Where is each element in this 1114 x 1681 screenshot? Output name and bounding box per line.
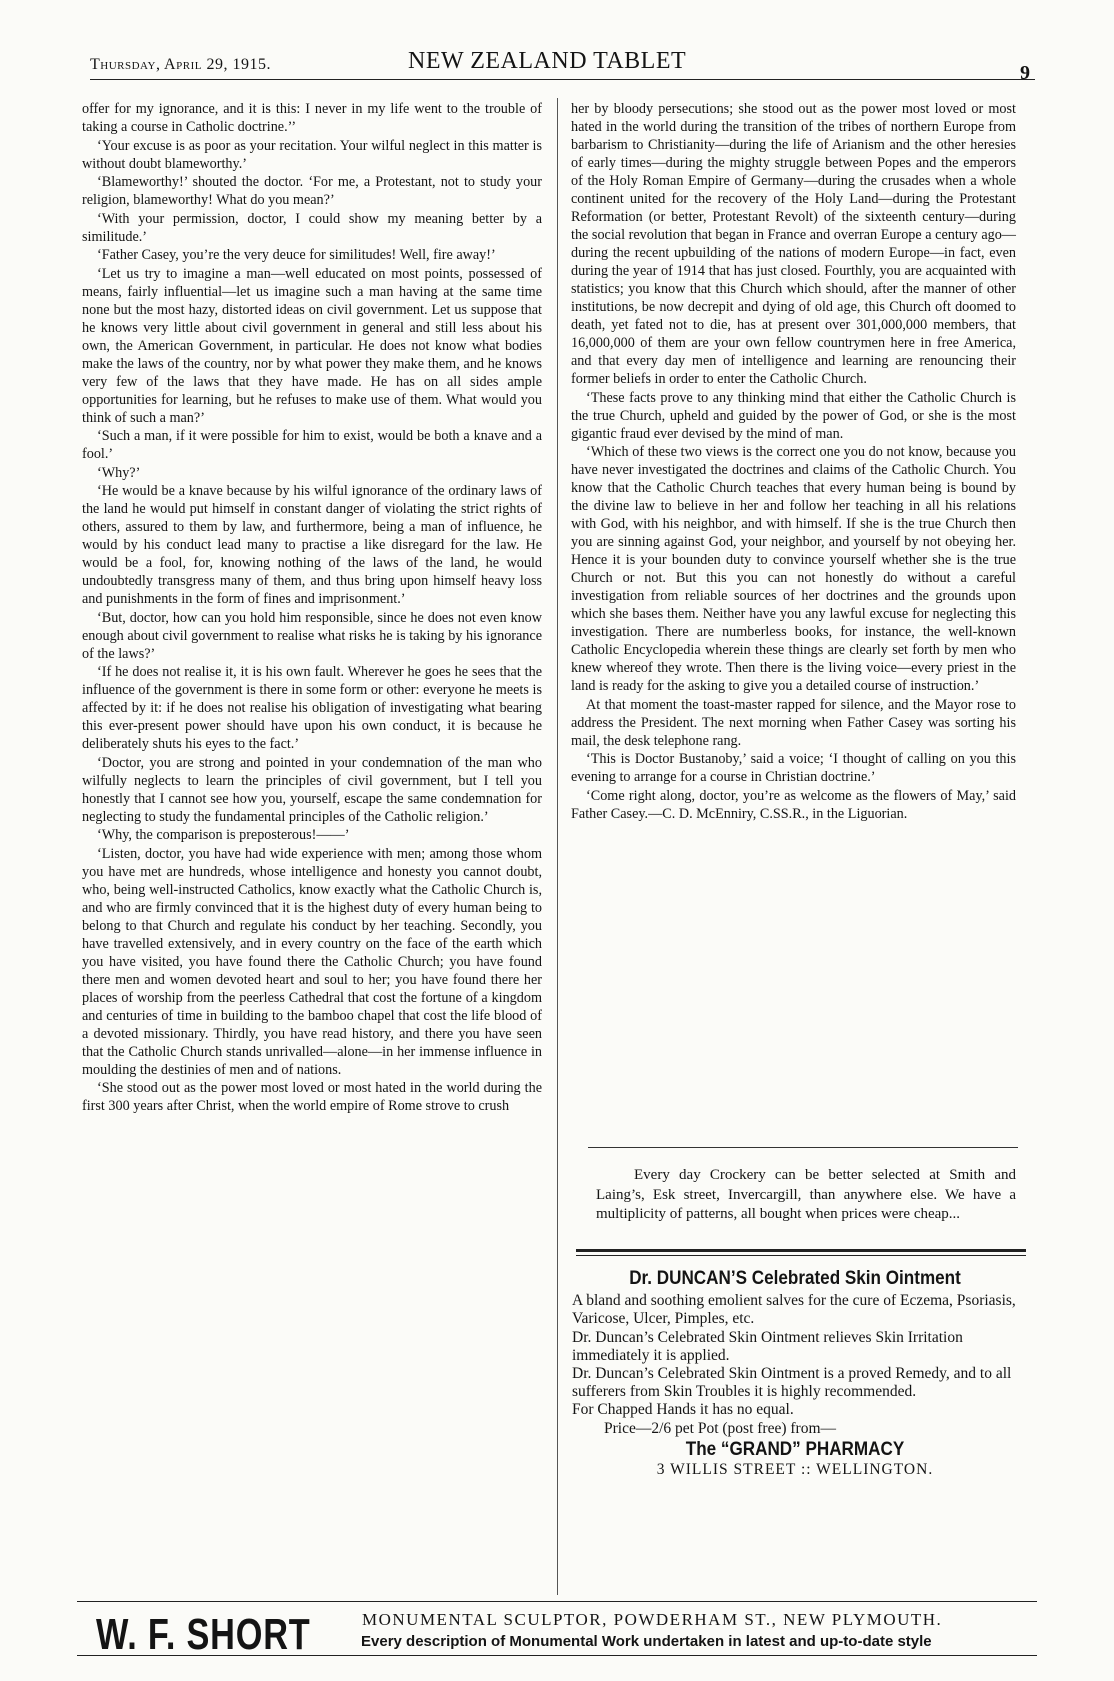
notice-text: Every day Crockery can be better selected at Smith and Laing’s, Esk street, Invercargill, than anywhere else. We have a multiplicity of patterns, all bought when prices were cheap... (596, 1167, 1016, 1222)
paragraph: ‘He would be a knave because by his wilful ignorance of the ordinary laws of the land he would put himself in constant danger of violating the strict rights of others, assured to them by law, and furthermore, being a man of influence, he would by his conduct lead many to practise a like disregard for the law. He would be a fool, for, knowing nothing of the laws of the land, he would undoubtedly transgress many of them, and thus bring upon himself heavy loss and punishments in the form of fines and imprisonment.’ (82, 483, 542, 607)
crockery-notice (596, 1166, 1016, 1225)
ad-line: Dr. Duncan’s Celebrated Skin Ointment relieves Skin Irritation immediately it is applied. (572, 1328, 963, 1364)
footer-line-1: MONUMENTAL SCULPTOR, POWDERHAM ST., NEW PLYMOUTH. (362, 1610, 943, 1629)
paragraph: ‘Blameworthy!’ shouted the doctor. ‘For me, a Protestant, not to study your religion, blameworthy! What do you mean?’ (82, 174, 542, 208)
paragraph: ‘But, doctor, how can you hold him responsible, since he does not even know enough about civil government to realise what risks he is taking by his ignorance of the laws?’ (82, 609, 542, 662)
footer-advertiser-name: W. F. SHORT (96, 1610, 311, 1659)
page-number: 9 (1020, 62, 1030, 84)
paragraph: her by bloody persecutions; she stood out as the power most loved or most hated in the world during the transition of the tribes of northern Europe from barbarism to Christianity—during the life of Arianism and the other heresies of early times—during the mighty struggle between Popes and the emperors of the Holy Roman Empire of Germany—during the crusades when a whole continent united for the recovery of the Holy Land—during the Protestant Reformation (or better, Protestant Revolt) of the sixteenth century—during the social revolution that began in France and overran Europe a century ago—during the recent upbuilding of the nations of modern Europe—in fact, even during the year of 1914 that has just closed. Fourthly, you are acquainted with statistics; you know that this Church which should, after the manner of other institutions, be now decrepit and dying of old age, this Church oft doomed to death, yet fated not to die, has at present over 301,000,000 members, that 16,000,000 of them are your own fellow countrymen here in free America, and that every day men of intelligence and learning are renouncing their former beliefs in order to enter the Catholic Church. (571, 101, 1016, 387)
notice-rule (576, 1249, 1026, 1256)
right-column (571, 100, 1016, 823)
paragraph: ‘Doctor, you are strong and pointed in your condemnation of the man who wilfully neglects to learn the principles of civil government, but I tell you honestly that I cannot see how you, yourself, escape the same condemnation for neglecting to study the fundamental principles of the Catholic religion.’ (82, 754, 542, 825)
column-divider (557, 98, 558, 1595)
paragraph: ‘Come right along, doctor, you’re as welcome as the flowers of May,’ said Father Casey.—C. D. McEnniry, C.SS.R., in the Liguorian. (571, 787, 1016, 822)
paragraph: At that moment the toast-master rapped for silence, and the Mayor rose to address the President. The next morning when Father Casey was sorting his mail, the desk telephone rang. (571, 696, 1016, 749)
paragraph: ‘This is Doctor Bustanoby,’ said a voice; ‘I thought of calling on you this evening to arrange for a course in Christian doctrine.’ (571, 751, 1016, 785)
paragraph: ‘Listen, doctor, you have had wide experience with men; among those whom you have met are hundreds, whose intelligence and honesty you cannot doubt, who, being well-instructed Catholics, know exactly what the Catholic Church is, and who are firmly convinced that it is the highest duty of every human being to belong to that Church and regulate his conduct by her teaching. Secondly, you have travelled extensively, and in every country on the face of the earth which you have visited, you have found there the Catholic Church; you have found there men and women devoted heart and soul to her; you have found there her places of worship from the peerless Cathedral that cost the fortune of a kingdom and centuries of time in building to the bamboo chapel that cost the life blood of a devoted missionary. Thirdly, you have read history, and there you have seen that the Catholic Church stands unrivalled—alone—in her immense influence in moulding the destinies of men and of nations. (82, 845, 542, 1078)
ad-line: For Chapped Hands it has no equal. (572, 1401, 794, 1419)
footer-rule-top (77, 1601, 1037, 1602)
paragraph: ‘She stood out as the power most loved or most hated in the world during the first 300 years after Christ, when the world empire of Rome strove to crush (82, 1080, 542, 1114)
page-header (90, 48, 1030, 84)
ad-price: Price—2/6 pet Pot (post free) from— (604, 1419, 837, 1437)
paragraph: ‘Why?’ (97, 464, 141, 481)
footer-line-2: Every description of Monumental Work undertaken in latest and up-to-date style (361, 1633, 932, 1650)
paragraph: ‘Such a man, if it were possible for him to exist, would be both a knave and a fool.’ (82, 428, 542, 462)
paragraph: ‘With your permission, doctor, I could show my meaning better by a similitude.’ (82, 210, 542, 245)
paragraph: ‘Your excuse is as poor as your recitation. Your wilful neglect in this matter is without doubt blameworthy.’ (82, 137, 542, 172)
paragraph: ‘Why, the comparison is preposterous!——’ (97, 827, 350, 843)
ad-address: 3 WILLIS STREET :: WELLINGTON. (656, 1461, 934, 1479)
paragraph: ‘Father Casey, you’re the very deuce for similitudes! Well, fire away!’ (97, 247, 496, 263)
ointment-advertisement (572, 1270, 1018, 1479)
paragraph: ‘Let us try to imagine a man—well educated on most points, possessed of means, fairly influential—let us imagine such a man having at the same time none but the most hazy, distorted ideas on civil government. Let us suppose that he knows very little about civil government in general and still less about his own, the American Government, in particular. He does not know what bodies make the laws of the country, nor by what power they make them, and he knows very few of the laws that they have made. He has on all sides ample opportunities for learning, but he refuses to make use of them. What would you think of such a man?’ (82, 265, 542, 426)
notice-top-rule (588, 1147, 1018, 1148)
ad-lines (572, 1292, 1018, 1419)
footer-rule-bottom (77, 1655, 1037, 1656)
issue-date: Thursday, April 29, 1915. (90, 56, 271, 73)
ad-pharmacy: The “GRAND” PHARMACY (685, 1438, 905, 1460)
paragraph: offer for my ignorance, and it is this: I never in my life went to the trouble of taking a course in Catholic doctrine.’’ (82, 101, 542, 135)
publication-title: NEW ZEALAND TABLET (408, 48, 687, 74)
ad-title: Dr. DUNCAN’S Celebrated Skin Ointment (629, 1268, 961, 1289)
paragraph: ‘These facts prove to any thinking mind that either the Catholic Church is the true Church, upheld and guided by the power of God, or she is the most gigantic fraud ever devised by the mind of man. (571, 389, 1016, 442)
header-rule (90, 79, 1035, 80)
paragraph: ‘If he does not realise it, it is his own fault. Wherever he goes he sees that the influence of the government is there in some form or other: everyone he meets is affected by it: if he does not realise his obligation of investigating what bearing this ever-present power should have upon his own conduct, it is because he deliberately shuts his eyes to the fact.’ (82, 664, 542, 752)
left-column (82, 100, 542, 1116)
paragraph: ‘Which of these two views is the correct one you do not know, because you have never investigated the doctrines and claims of the Catholic Church. You know that the Catholic Church teaches that every human being is bound by the divine law to believe in her and follow her teaching in all his relations with God, with his neighbor, and with himself. If she is the true Church then you are sinning against God, your neighbor, and yourself by not obeying her. Hence it is your bounden duty to convince yourself whether she is the true Church or not. But this you can not honestly do without a careful investigation from reliable sources of her doctrines and the grounds upon which she bases them. Neither have you any lawful excuse for neglecting this investigation. There are numberless books, for instance, the well-known Catholic Encyclopedia wherein these things are clearly set forth by men who knew whereof they wrote. Then there is the living voice—every priest in the land is ready for the asking to give you a detailed course of instruction.’ (571, 444, 1016, 694)
ad-line: Dr. Duncan’s Celebrated Skin Ointment is a proved Remedy, and to all sufferers from Skin Troubles it is highly recommended. (572, 1365, 1012, 1401)
ad-line: A bland and soothing emolient salves for the cure of Eczema, Psoriasis, Varicose, Ulcer, Pimples, etc. (572, 1292, 1016, 1328)
